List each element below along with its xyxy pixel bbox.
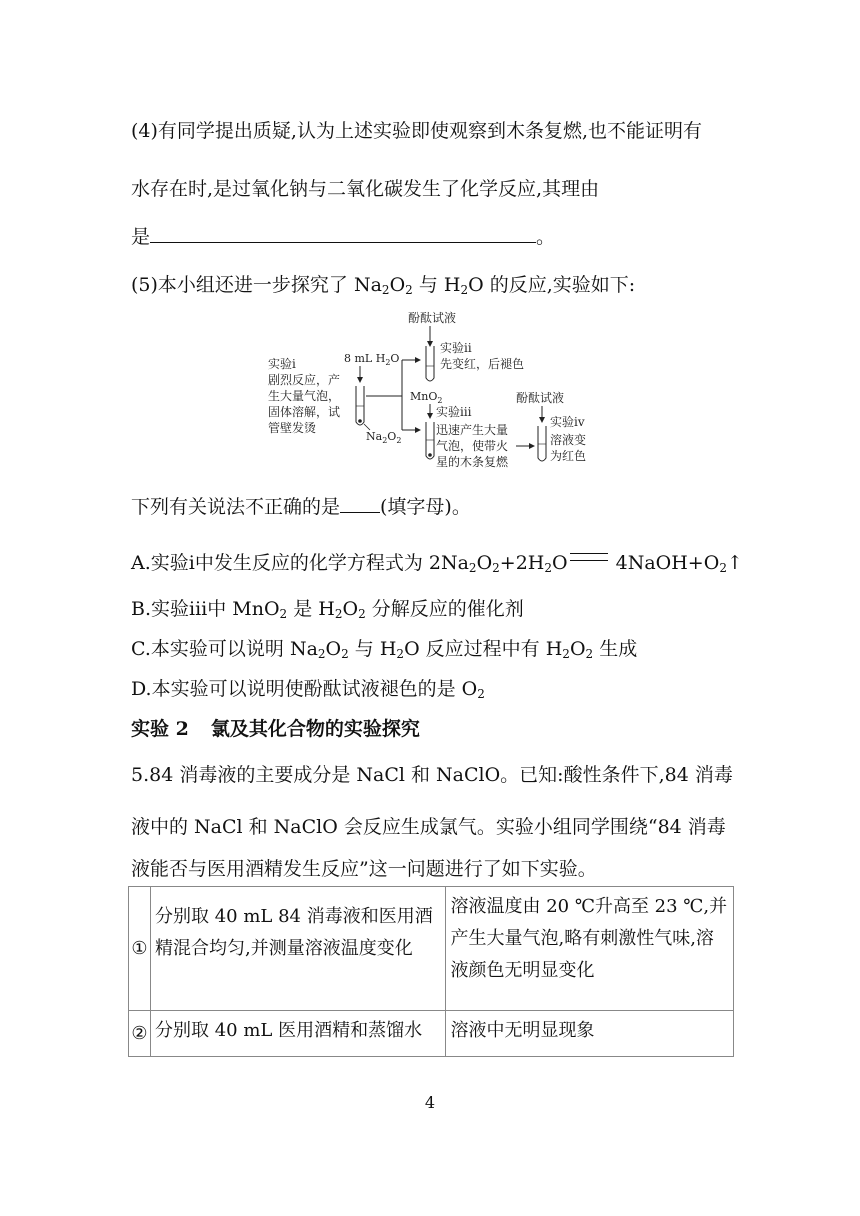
experiment-table — [128, 886, 734, 1057]
question-stem-text: 下列有关说法不正确的是 — [131, 496, 341, 518]
q4-line-2: 水存在时,是过氧化钠与二氧化碳发生了化学反应,其理由 — [131, 178, 600, 200]
option-c-text-6: 生成 — [593, 638, 638, 660]
subscript: 2 — [381, 283, 390, 297]
option-a — [131, 550, 743, 576]
option-a-text-3: +2H — [499, 552, 545, 574]
option-a-text-2: O — [476, 552, 493, 574]
exp4-desc-2: 为红色 — [550, 449, 587, 463]
q5-intro — [131, 272, 635, 298]
exp3-desc-1: 迅速产生大量 — [436, 423, 509, 437]
option-a-text-4: O — [552, 552, 568, 574]
question-stem — [131, 494, 471, 520]
subscript: 2 — [544, 561, 552, 575]
exp3-desc-3: 星的木条复燃 — [436, 455, 509, 469]
subscript: 2 — [279, 607, 288, 621]
subscript: 2 — [341, 647, 349, 661]
na2o2-label: $Na_2O_2$ — [366, 430, 402, 445]
answer-blank-q5[interactable] — [340, 494, 380, 513]
exp1-label: 实验ⅰ — [268, 357, 296, 371]
subscript: 2 — [396, 647, 405, 661]
option-c-text-1: C.本实验可以说明 Na — [131, 638, 318, 660]
option-a-text-5: 4NaOH+O — [609, 552, 720, 574]
q4-line-3 — [131, 224, 555, 250]
option-b-text-4: 分解反应的催化剂 — [365, 598, 524, 620]
section-label: 实验 2 — [131, 718, 189, 740]
row-number: ② — [129, 1011, 151, 1057]
q5-intro-text-4: O 的反应,实验如下: — [468, 274, 636, 296]
option-c — [131, 636, 637, 662]
q5-intro-text-3: 与 H — [412, 274, 461, 296]
operation-cell: 分别取 40 mL 84 消毒液和医用酒精混合均匀,并测量溶液温度变化 — [150, 887, 445, 1011]
exp3-desc-2: 气泡，使带火 — [436, 439, 509, 453]
exp4-label: 实验ⅳ — [550, 415, 585, 429]
experiment-diagram — [260, 306, 610, 476]
q4-line-3-prefix: 是 — [131, 226, 151, 248]
exp1-desc-1: 剧烈反应，产 — [268, 373, 341, 387]
option-b-text-1: B.实验ⅲ中 MnO — [131, 598, 280, 620]
subscript: 2 — [334, 607, 343, 621]
option-c-text-3: 与 H — [348, 638, 397, 660]
section-heading — [131, 716, 420, 742]
question-stem-suffix: (填字母)。 — [380, 496, 471, 518]
option-c-text-4: O 反应过程中有 H — [404, 638, 563, 660]
subscript: 2 — [358, 607, 366, 621]
up-arrow-icon: ↑ — [726, 552, 743, 574]
subscript: 2 — [719, 561, 727, 575]
exp1-desc-4: 管壁发烫 — [268, 421, 317, 435]
option-d — [131, 676, 485, 702]
test-tube-2 — [426, 346, 434, 381]
q5-intro-text-1: (5)本小组还进一步探究了 Na — [131, 274, 382, 296]
exp2-desc: 先变红，后褪色 — [440, 357, 525, 371]
subscript: 2 — [317, 647, 326, 661]
result-cell: 溶液中无明显现象 — [446, 1011, 734, 1057]
exp1-desc-2: 生大量气泡， — [268, 389, 341, 403]
test-tube-4 — [538, 426, 546, 461]
exp2-label: 实验ⅱ — [440, 341, 472, 355]
option-b-text-3: O — [342, 598, 359, 620]
option-b — [131, 596, 524, 622]
exp4-desc-1: 溶液变 — [550, 433, 587, 447]
exp1-desc-3: 固体溶解，试 — [268, 405, 341, 419]
test-tube-1-solid — [358, 419, 362, 423]
q4-line-1: (4)有同学提出质疑,认为上述实验即使观察到木条复燃,也不能证明有 — [131, 120, 702, 142]
result-cell: 溶液温度由 20 ℃升高至 23 ℃,并产生大量气泡,略有刺激性气味,溶液颜色无明显变化 — [446, 887, 734, 1011]
page-number: 4 — [424, 1093, 436, 1112]
q5-intro-text-2: O — [389, 274, 406, 296]
operation-cell: 分别取 40 mL 医用酒精和蒸馏水 — [150, 1011, 445, 1057]
answer-blank-q4[interactable] — [150, 224, 536, 243]
subscript: 2 — [585, 647, 594, 661]
subscript: 2 — [562, 647, 570, 661]
subscript: 2 — [477, 687, 485, 701]
test-tube-3-solid — [428, 453, 432, 457]
q5-84-line-1: 5.84 消毒液的主要成分是 NaCl 和 NaClO。已知:酸性条件下,84 消毒 — [131, 764, 733, 786]
test-tube-1 — [356, 386, 364, 425]
subscript: 2 — [460, 283, 469, 297]
right-reagent-label: 酚酞试液 — [516, 391, 565, 405]
option-c-text-2: O — [325, 638, 342, 660]
option-b-text-2: 是 H — [287, 598, 335, 620]
option-d-text: D.本实验可以说明使酚酞试液褪色的是 O — [131, 678, 478, 700]
table-row — [129, 887, 734, 1011]
exp3-label: 实验ⅲ — [436, 405, 472, 419]
section-title: 氯及其化合物的实验探究 — [210, 718, 420, 740]
row-number: ① — [129, 887, 151, 1011]
q4-line-3-suffix: 。 — [536, 226, 556, 248]
subscript: 2 — [405, 283, 413, 297]
equals-sign-icon — [570, 553, 608, 561]
subscript: 2 — [468, 561, 477, 575]
table-row — [129, 1011, 734, 1057]
q5-84-line-2: 液中的 NaCl 和 NaClO 会反应生成氯气。实验小组同学围绕“84 消毒 — [131, 816, 726, 838]
mno2-label: MnO$_2$ — [410, 390, 443, 405]
top-reagent-label: 酚酞试液 — [408, 311, 457, 325]
option-c-text-5: O — [569, 638, 586, 660]
subscript: 2 — [492, 561, 500, 575]
option-a-text-1: A.实验ⅰ中发生反应的化学方程式为 2Na — [131, 552, 469, 574]
water-label: 8 mL $H_2O$ — [344, 352, 400, 367]
q5-84-line-3: 液能否与医用酒精发生反应”这一问题进行了如下实验。 — [131, 858, 597, 880]
